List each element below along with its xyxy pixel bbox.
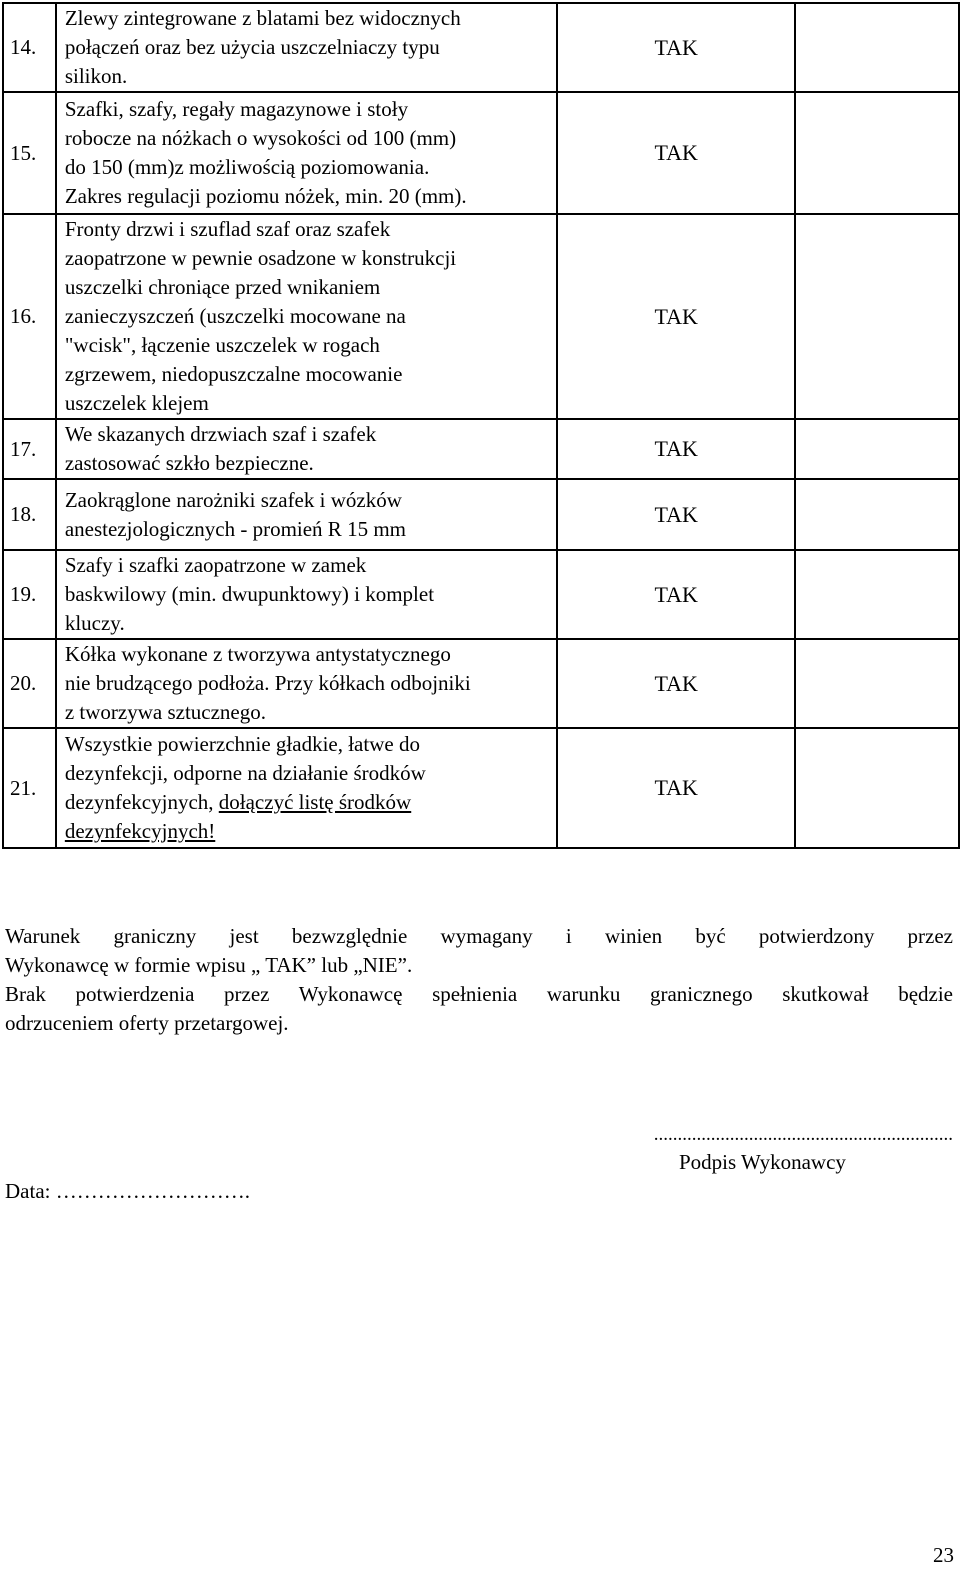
row-value: TAK xyxy=(557,3,795,92)
requirement-notice xyxy=(5,922,953,1038)
row-value: TAK xyxy=(557,639,795,728)
description-line: zgrzewem, niedopuszczalne mocowanie xyxy=(64,362,403,386)
description-line: silikon. xyxy=(64,64,128,88)
description-line: Zlewy zintegrowane z blatami bez widocznych xyxy=(64,6,461,30)
description-line: dezynfekcji, odporne na działanie środków xyxy=(64,761,426,785)
description-line: baskwilowy (min. dwupunktowy) i komplet xyxy=(64,582,435,606)
description-line: uszczelki chroniące przed wnikaniem xyxy=(64,275,381,299)
table-row xyxy=(3,3,959,92)
description-line: Wszystkie powierzchnie gładkie, łatwe do xyxy=(64,732,420,756)
row-number: 17. xyxy=(3,419,56,479)
table-row xyxy=(3,639,959,728)
row-description xyxy=(56,419,557,479)
notice-line: odrzuceniem oferty przetargowej. xyxy=(5,1011,289,1035)
row-description xyxy=(56,639,557,728)
row-confirmation-cell xyxy=(795,550,959,639)
description-line: anestezjologicznych - promień R 15 mm xyxy=(64,516,406,541)
description-text: dezynfekcyjnych, xyxy=(64,790,219,814)
description-line: zaopatrzone w pewnie osadzone w konstrukcji xyxy=(64,246,457,270)
description-line: Zaokrąglone narożniki szafek i wózków xyxy=(64,487,402,512)
description-line: połączeń oraz bez użycia uszczelniaczy typu xyxy=(64,35,440,59)
description-line: nie brudzącego podłoża. Przy kółkach odbojniki xyxy=(64,671,471,695)
description-line: z tworzywa sztucznego. xyxy=(64,700,266,724)
row-confirmation-cell xyxy=(795,639,959,728)
date-field: Data: ………………………. xyxy=(5,1179,250,1203)
underlined-text: dołączyć listę środków xyxy=(218,790,412,814)
description-line: Zakres regulacji poziomu nóżek, min. 20 (mm). xyxy=(64,184,467,208)
description-line: uszczelek klejem xyxy=(64,391,209,415)
row-confirmation-cell xyxy=(795,728,959,848)
description-line: do 150 (mm)z możliwością poziomowania. xyxy=(64,155,430,179)
notice-line: Brak potwierdzenia przez Wykonawcę spełnienia warunku granicznego skutkował będzie xyxy=(5,982,953,1006)
description-line: Szafki, szafy, regały magazynowe i stoły xyxy=(64,97,409,121)
table-row xyxy=(3,419,959,479)
description-line: Kółka wykonane z tworzywa antystatycznego xyxy=(64,642,451,666)
description-line: robocze na nóżkach o wysokości od 100 (mm) xyxy=(64,126,457,150)
row-description xyxy=(56,3,557,92)
row-confirmation-cell xyxy=(795,479,959,550)
signature-caption: Podpis Wykonawcy xyxy=(679,1150,846,1174)
row-confirmation-cell xyxy=(795,214,959,419)
row-number: 15. xyxy=(3,92,56,214)
description-line: Szafy i szafki zaopatrzone w zamek xyxy=(64,553,367,577)
row-value: TAK xyxy=(557,479,795,550)
row-description xyxy=(56,479,557,550)
description-line: kluczy. xyxy=(64,611,125,635)
description-line xyxy=(65,788,552,817)
row-number: 20. xyxy=(3,639,56,728)
row-value: TAK xyxy=(557,419,795,479)
row-description xyxy=(56,728,557,848)
row-value: TAK xyxy=(557,92,795,214)
row-value: TAK xyxy=(557,728,795,848)
table-row xyxy=(3,92,959,214)
notice-line: Wykonawcę w formie wpisu „ TAK” lub „NIE”. xyxy=(5,953,413,977)
row-value: TAK xyxy=(557,550,795,639)
row-value: TAK xyxy=(557,214,795,419)
description-line xyxy=(65,817,552,846)
description-line: "wcisk", łączenie uszczelek w rogach xyxy=(64,333,380,357)
row-number: 14. xyxy=(3,3,56,92)
row-description xyxy=(56,550,557,639)
row-description xyxy=(56,92,557,214)
table-row xyxy=(3,550,959,639)
row-confirmation-cell xyxy=(795,3,959,92)
table-row xyxy=(3,479,959,550)
description-line: We skazanych drzwiach szaf i szafek xyxy=(64,422,377,446)
notice-line: Warunek graniczny jest bezwzględnie wymagany i winien być potwierdzony przez xyxy=(5,924,953,948)
row-confirmation-cell xyxy=(795,92,959,214)
underlined-text: dezynfekcyjnych! xyxy=(64,819,216,843)
page-number: 23 xyxy=(933,1543,954,1567)
table-row xyxy=(3,728,959,848)
row-number: 19. xyxy=(3,550,56,639)
description-line: zastosować szkło bezpieczne. xyxy=(64,451,314,475)
row-confirmation-cell xyxy=(795,419,959,479)
row-number: 18. xyxy=(3,479,56,550)
requirements-table xyxy=(2,2,960,849)
signature-line: ............................................................... xyxy=(653,1124,953,1145)
table-row xyxy=(3,214,959,419)
row-number: 16. xyxy=(3,214,56,419)
row-description xyxy=(56,214,557,419)
description-line: Fronty drzwi i szuflad szaf oraz szafek xyxy=(64,217,391,241)
row-number: 21. xyxy=(3,728,56,848)
description-line: zanieczyszczeń (uszczelki mocowane na xyxy=(64,304,406,328)
